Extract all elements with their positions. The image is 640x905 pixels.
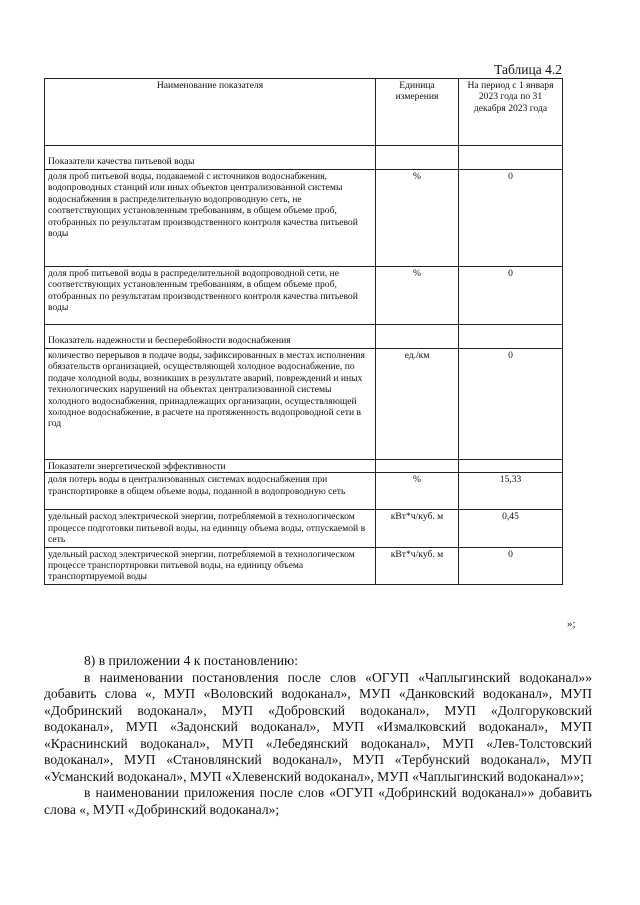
header-indicator-name: Наименование показателя: [45, 79, 376, 146]
indicator-name: доля проб питьевой воды, подаваемой с источников водоснабжения, водопроводных станций или иных объектов централизованной системы водоснабжения в распределительную водопроводную сеть, не соответствующих установленным требованиям, в общем объеме проб, отобранных по результатам производственного контроля качества питьевой воды: [45, 170, 376, 267]
section-row-water-quality: [45, 146, 563, 170]
section-row-energy-efficiency: [45, 460, 563, 473]
value-cell: [459, 325, 563, 349]
value-cell: [459, 146, 563, 170]
value-cell: 0,45: [459, 510, 563, 547]
table-row: [45, 547, 563, 584]
indicator-name: доля потерь воды в централизованных системах водоснабжения при транспортировке в общем объеме воды, поданной в водопроводную сеть: [45, 473, 376, 510]
value-cell: 0: [459, 349, 563, 460]
indicator-name: удельный расход электрической энергии, потребляемой в технологическом процессе подготовки питьевой воды, на единицу объема воды, отпускаемой в сеть: [45, 510, 376, 547]
paragraph: 8) в приложении 4 к постановлению:: [84, 653, 298, 668]
table-row: [45, 170, 563, 267]
header-period: На период с 1 января 2023 года по 31 декабря 2023 года: [459, 79, 563, 146]
indicator-name: доля проб питьевой воды в распределительной водопроводной сети, не соответствующих установленным требованиям, в общем объеме проб, отобранных по результатам производственного контроля качества питьевой воды: [45, 267, 376, 325]
indicator-name: удельный расход электрической энергии, потребляемой в технологическом процессе транспортировки питьевой воды, на единицу объема транспортируемой воды: [45, 547, 376, 584]
value-cell: 0: [459, 547, 563, 584]
section-label: Показатель надежности и бесперебойности водоснабжения: [45, 325, 376, 349]
table-row: [45, 473, 563, 510]
indicators-table: [44, 78, 563, 585]
table-row: [45, 267, 563, 325]
unit-cell: %: [376, 473, 459, 510]
paragraph: в наименовании приложения после слов «ОГУП «Добринский водоканал»» добавить слова «, МУП «Добринский водоканал»;: [44, 785, 592, 817]
unit-cell: [376, 460, 459, 473]
header-unit: Единица измерения: [376, 79, 459, 146]
unit-cell: ед./км: [376, 349, 459, 460]
section-row-reliability: [45, 325, 563, 349]
section-label: Показатели энергетической эффективности: [45, 460, 376, 473]
value-cell: 0: [459, 267, 563, 325]
unit-cell: кВт*ч/куб. м: [376, 510, 459, 547]
body-text: [44, 653, 592, 818]
unit-cell: %: [376, 267, 459, 325]
table-row: [45, 510, 563, 547]
section-label: Показатели качества питьевой воды: [45, 146, 376, 170]
unit-cell: [376, 146, 459, 170]
unit-cell: [376, 325, 459, 349]
paragraph: в наименовании постановления после слов «ОГУП «Чаплыгинский водоканал»» добавить слова «, МУП «Воловский водоканал», МУП «Данковский водоканал», МУП «Добринский водоканал», МУП «Добровский водоканал», МУП «Долгоруковский водоканал», МУП «Задонский водоканал», МУП «Измалковский водоканал», МУП «Краснинский водоканал», МУП «Лебедянский водоканал», МУП «Лев-Толстовский водоканал», МУП «Становлянский водоканал», МУП «Тербунский водоканал», МУП «Усманский водоканал», МУП «Хлевенский водоканал», МУП «Чаплыгинский водоканал»»;: [44, 669, 592, 784]
value-cell: [459, 460, 563, 473]
unit-cell: кВт*ч/куб. м: [376, 547, 459, 584]
table-header-row: [45, 79, 563, 146]
table-caption: Таблица 4.2: [494, 62, 562, 77]
table-closing-quote: »;: [567, 618, 576, 630]
table-row: [45, 349, 563, 460]
unit-cell: %: [376, 170, 459, 267]
value-cell: 15,33: [459, 473, 563, 510]
indicator-name: количество перерывов в подаче воды, зафиксированных в местах исполнения обязательств организацией, осуществляющей холодное водоснабжение, по подаче холодной воды, возникших в результате аварий, повреждений и иных технологических нарушений на объектах централизованной системы холодного водоснабжения, принадлежащих организации, осуществляющей холодное водоснабжение, в расчете на протяженность водопроводной сети в год: [45, 349, 376, 460]
value-cell: 0: [459, 170, 563, 267]
